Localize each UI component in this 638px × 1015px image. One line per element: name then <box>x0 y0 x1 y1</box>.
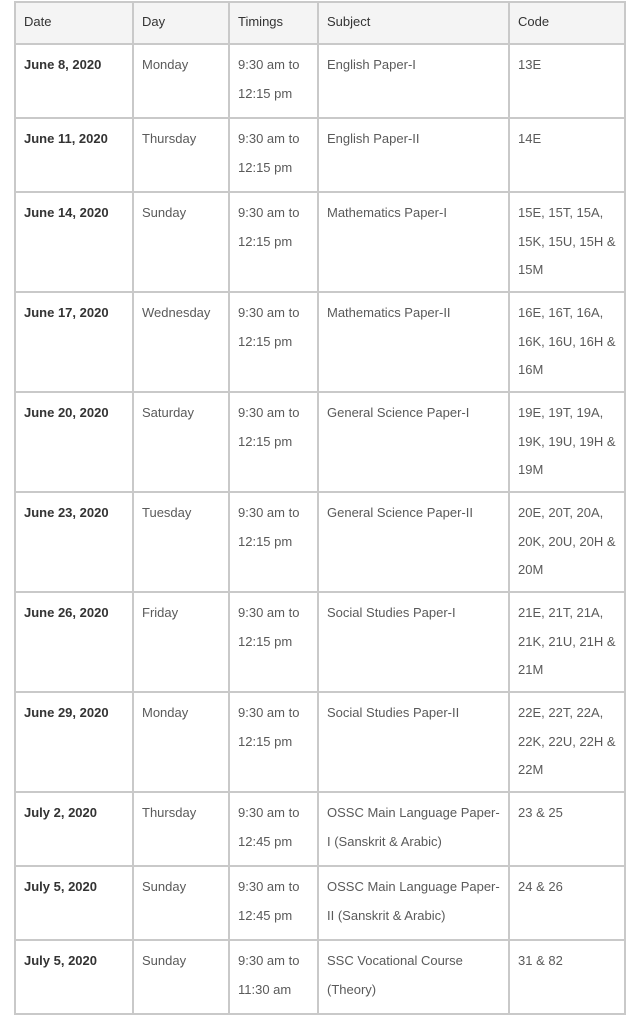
table-row <box>15 940 625 1014</box>
cell-date: July 5, 2020 <box>15 940 133 1014</box>
cell-subject: English Paper-I <box>318 44 509 118</box>
cell-timings: 9:30 am to 12:15 pm <box>229 44 318 118</box>
cell-timings: 9:30 am to 12:15 pm <box>229 118 318 192</box>
cell-code: 31 & 82 <box>509 940 625 1014</box>
table-row <box>15 792 625 866</box>
cell-subject: General Science Paper-II <box>318 492 509 592</box>
cell-subject: Mathematics Paper-II <box>318 292 509 392</box>
cell-code: 15E, 15T, 15A, 15K, 15U, 15H & 15M <box>509 192 625 292</box>
cell-code: 22E, 22T, 22A, 22K, 22U, 22H & 22M <box>509 692 625 792</box>
cell-date: July 5, 2020 <box>15 866 133 940</box>
cell-day: Monday <box>133 44 229 118</box>
cell-day: Wednesday <box>133 292 229 392</box>
cell-subject: Social Studies Paper-II <box>318 692 509 792</box>
exam-schedule-table <box>14 1 626 1015</box>
cell-date: June 8, 2020 <box>15 44 133 118</box>
header-date: Date <box>15 2 133 44</box>
cell-code: 20E, 20T, 20A, 20K, 20U, 20H & 20M <box>509 492 625 592</box>
cell-day: Thursday <box>133 792 229 866</box>
cell-code: 23 & 25 <box>509 792 625 866</box>
cell-day: Sunday <box>133 192 229 292</box>
cell-timings: 9:30 am to 11:30 am <box>229 940 318 1014</box>
cell-subject: English Paper-II <box>318 118 509 192</box>
cell-day: Sunday <box>133 940 229 1014</box>
table-row <box>15 118 625 192</box>
table-row <box>15 866 625 940</box>
cell-code: 19E, 19T, 19A, 19K, 19U, 19H & 19M <box>509 392 625 492</box>
table-row <box>15 492 625 592</box>
cell-subject: OSSC Main Language Paper-I (Sanskrit & Arabic) <box>318 792 509 866</box>
table-row <box>15 692 625 792</box>
table-row <box>15 292 625 392</box>
cell-day: Sunday <box>133 866 229 940</box>
cell-code: 13E <box>509 44 625 118</box>
cell-subject: Social Studies Paper-I <box>318 592 509 692</box>
cell-timings: 9:30 am to 12:15 pm <box>229 692 318 792</box>
cell-code: 21E, 21T, 21A, 21K, 21U, 21H & 21M <box>509 592 625 692</box>
header-code: Code <box>509 2 625 44</box>
cell-subject: SSC Vocational Course (Theory) <box>318 940 509 1014</box>
cell-date: June 23, 2020 <box>15 492 133 592</box>
cell-day: Monday <box>133 692 229 792</box>
header-timings: Timings <box>229 2 318 44</box>
header-day: Day <box>133 2 229 44</box>
cell-timings: 9:30 am to 12:15 pm <box>229 192 318 292</box>
cell-day: Friday <box>133 592 229 692</box>
cell-day: Thursday <box>133 118 229 192</box>
cell-day: Tuesday <box>133 492 229 592</box>
cell-date: June 26, 2020 <box>15 592 133 692</box>
cell-date: June 20, 2020 <box>15 392 133 492</box>
cell-code: 16E, 16T, 16A, 16K, 16U, 16H & 16M <box>509 292 625 392</box>
cell-subject: OSSC Main Language Paper-II (Sanskrit & Arabic) <box>318 866 509 940</box>
cell-timings: 9:30 am to 12:15 pm <box>229 392 318 492</box>
cell-timings: 9:30 am to 12:15 pm <box>229 592 318 692</box>
cell-timings: 9:30 am to 12:45 pm <box>229 792 318 866</box>
table-row <box>15 592 625 692</box>
table-row <box>15 44 625 118</box>
cell-day: Saturday <box>133 392 229 492</box>
cell-date: July 2, 2020 <box>15 792 133 866</box>
header-subject: Subject <box>318 2 509 44</box>
cell-date: June 29, 2020 <box>15 692 133 792</box>
cell-timings: 9:30 am to 12:15 pm <box>229 492 318 592</box>
cell-subject: General Science Paper-I <box>318 392 509 492</box>
cell-date: June 14, 2020 <box>15 192 133 292</box>
cell-subject: Mathematics Paper-I <box>318 192 509 292</box>
cell-date: June 17, 2020 <box>15 292 133 392</box>
table-header-row <box>15 2 625 44</box>
table-row <box>15 392 625 492</box>
cell-timings: 9:30 am to 12:15 pm <box>229 292 318 392</box>
cell-date: June 11, 2020 <box>15 118 133 192</box>
cell-timings: 9:30 am to 12:45 pm <box>229 866 318 940</box>
cell-code: 14E <box>509 118 625 192</box>
exam-schedule <box>14 1 624 1015</box>
cell-code: 24 & 26 <box>509 866 625 940</box>
table-row <box>15 192 625 292</box>
